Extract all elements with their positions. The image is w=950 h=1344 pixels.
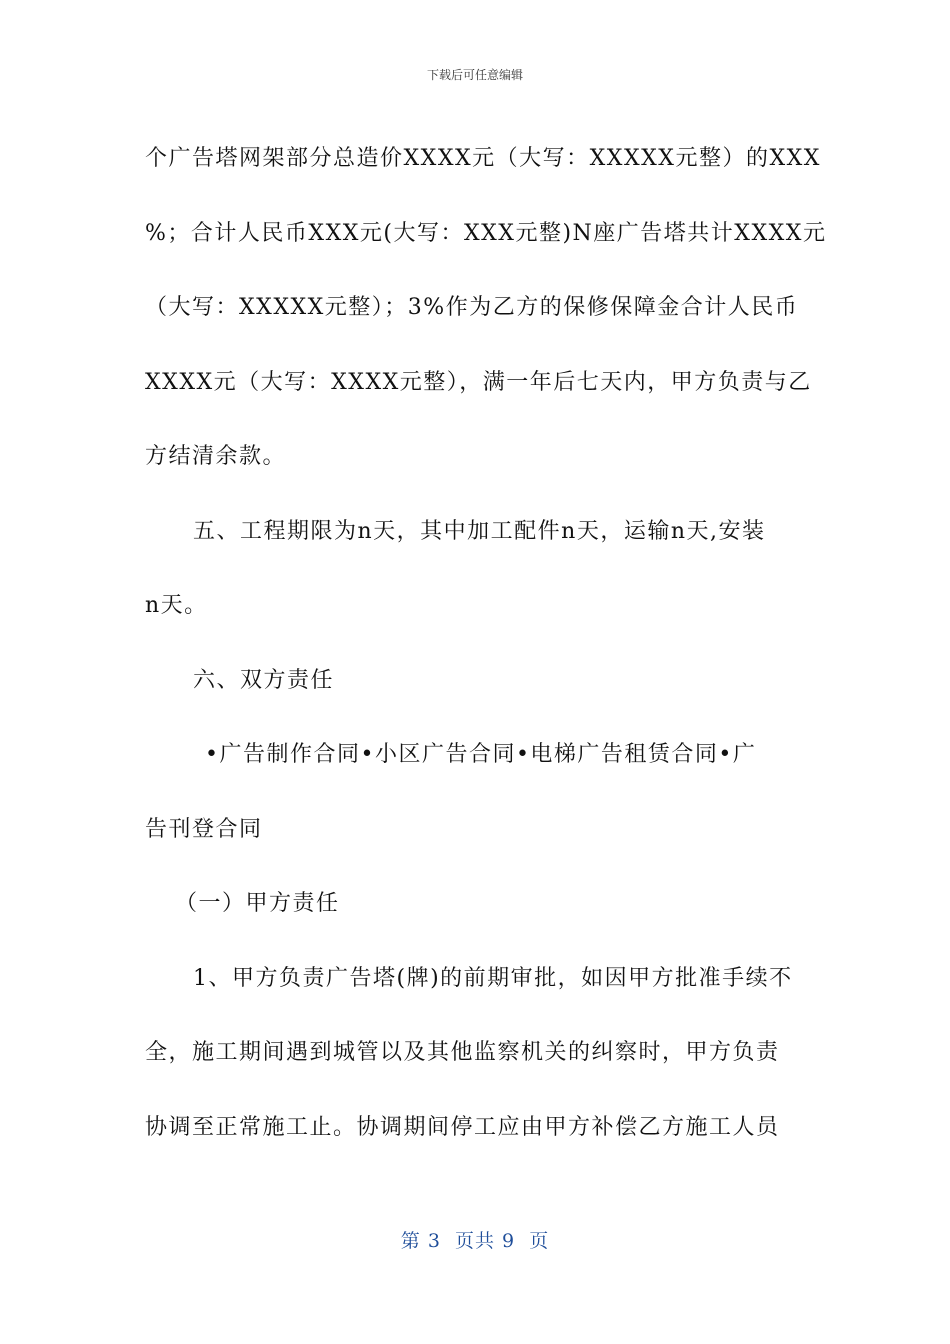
paragraph-line: 协调至正常施工止。协调期间停工应由甲方补偿乙方施工人员 [145, 1114, 780, 1140]
paragraph-line: 方结清余款。 [145, 444, 287, 469]
paragraph-line: n天。 [145, 593, 208, 618]
paragraph-line: 全，施工期间遇到城管以及其他监察机关的纠察时，甲方负责 [145, 1040, 780, 1065]
page-number-footer: 第 3 页共 9 页 [400, 1230, 550, 1252]
paragraph-line: %；合计人民币XXX元(大写：XXX元整)N座广告塔共计XXXX元 [145, 220, 827, 246]
paragraph-line: 告刊登合同 [145, 816, 263, 842]
contract-body [145, 122, 827, 1165]
section-six-heading: 六、双方责任 [193, 667, 335, 693]
paragraph-line: XXXX元（大写：XXXX元整），满一年后七天内，甲方负责与乙 [145, 369, 812, 395]
subsection-heading: （一）甲方责任 [175, 891, 340, 916]
section-five-line: 五、工程期限为n天，其中加工配件n天，运输n天,安装 [193, 518, 766, 544]
paragraph-line: （大写：XXXXX元整）；3%作为乙方的保修保障金合计人民币 [145, 295, 799, 320]
paragraph-line: 个广告塔网架部分总造价XXXX元（大写：XXXXX元整）的XXX [145, 146, 821, 171]
page-header: 下载后可任意编辑 [426, 68, 523, 82]
clause-one-line: 1、甲方负责广告塔(牌)的前期审批，如因甲方批准手续不 [193, 965, 793, 991]
related-contracts-line: •广告制作合同•小区广告合同•电梯广告租赁合同•广 [205, 742, 757, 767]
